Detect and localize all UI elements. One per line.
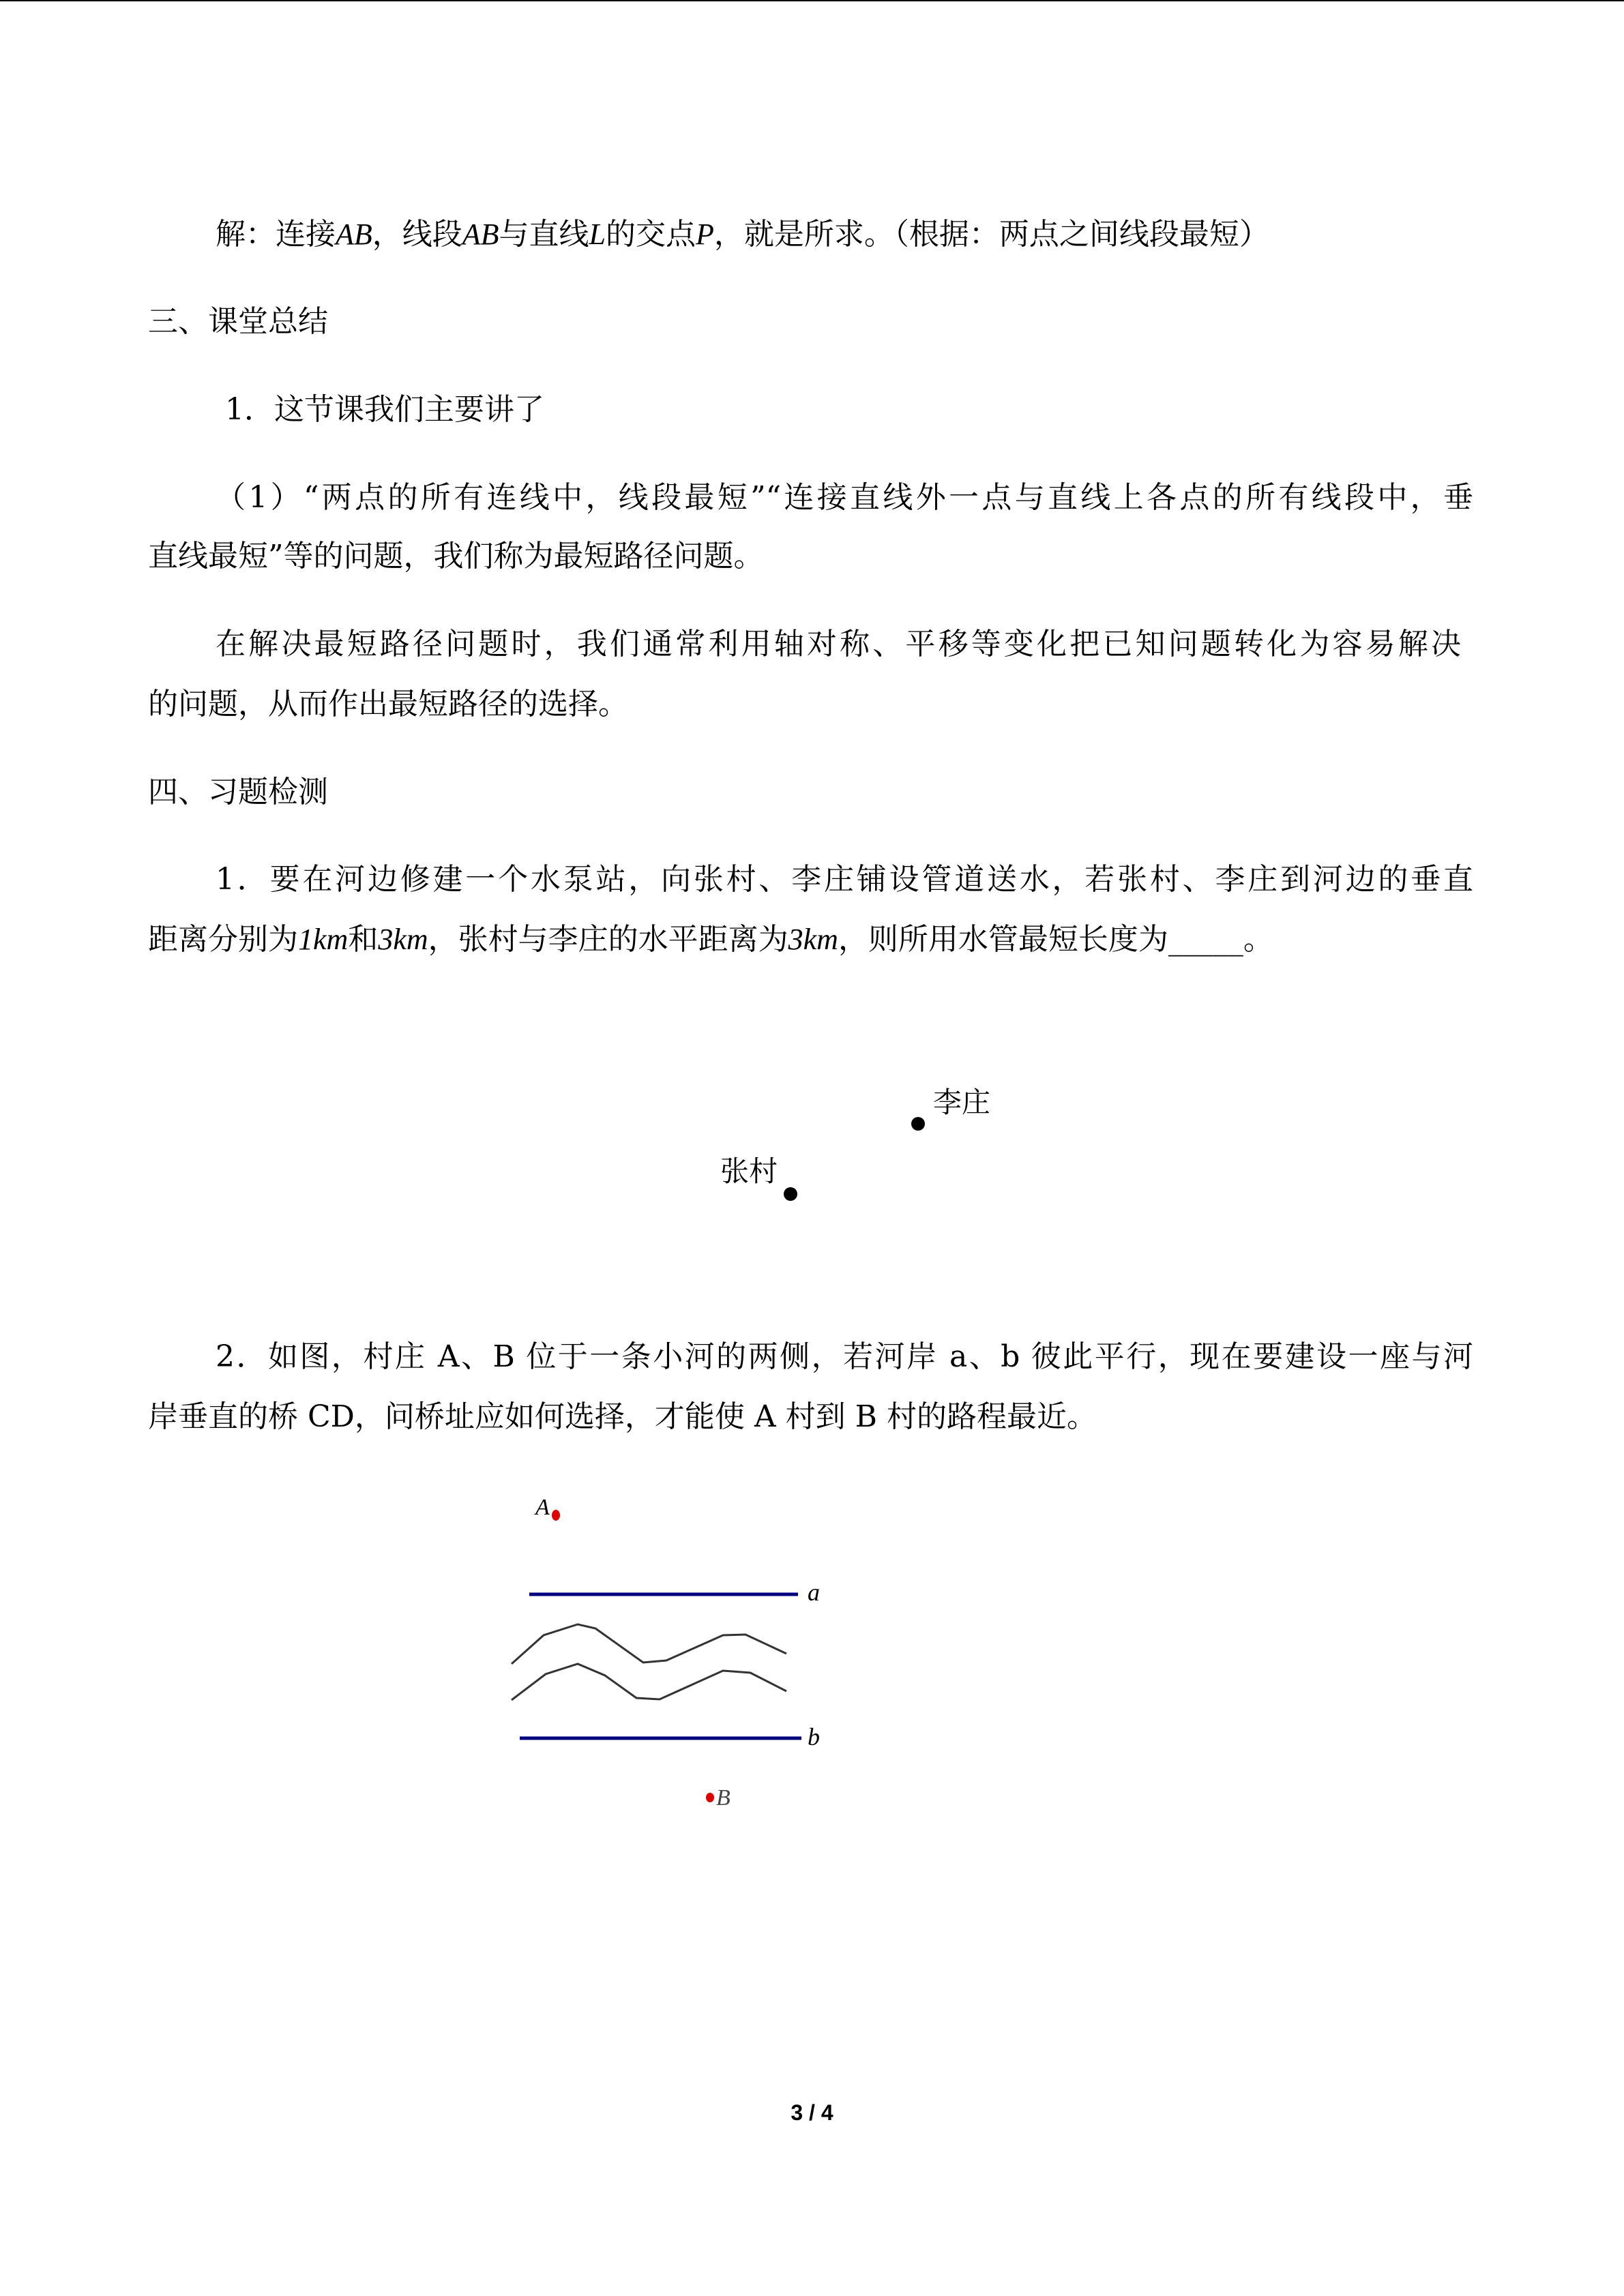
river-lower-curve: [512, 1664, 786, 1700]
text: 距离分别为: [148, 922, 298, 957]
math-p: P: [696, 218, 714, 251]
zhangcun-point: [784, 1187, 797, 1201]
summary-paragraph-2-line-2: 的问题，从而作出最短路径的选择。: [148, 687, 628, 721]
summary-paragraph-1-line-1: （1）“两点的所有连线中，线段最短”“连接直线外一点与直线上各点的所有线段中，垂: [216, 480, 1473, 515]
point-a: [552, 1510, 560, 1521]
text: 和: [348, 922, 379, 957]
summary-item-1: 1．这节课我们主要讲了: [225, 392, 544, 427]
text: ，张村与李庄的水平距离为: [428, 922, 788, 957]
question-2-line-2: 岸垂直的桥 CD，问桥址应如何选择，才能使 A 村到 B 村的路程最近。: [148, 1399, 1097, 1434]
math-ab: AB: [462, 218, 499, 251]
question-2-line-1: 2．如图，村庄 A、B 位于一条小河的两侧，若河岸 a、b 彼此平行，现在要建设一座与河: [216, 1339, 1473, 1374]
text: ，则所用水管最短长度为_____。: [838, 922, 1273, 957]
text: 解：连接: [216, 217, 336, 252]
page-number: 3 / 4: [791, 2100, 833, 2125]
label-bank-a: a: [808, 1579, 820, 1606]
math-l: L: [589, 218, 606, 251]
text: ，线段: [372, 217, 462, 252]
point-b: [706, 1793, 714, 1802]
question-1-line-1: 1．要在河边修建一个水泵站，向张村、李庄铺设管道送水，若张村、李庄到河边的垂直: [216, 862, 1473, 897]
summary-paragraph-2-line-1: 在解决最短路径问题时，我们通常利用轴对称、平移等变化把已知问题转化为容易解决: [216, 627, 1461, 661]
label-a-point: A: [535, 1495, 550, 1520]
math-3km: 3km: [788, 923, 838, 956]
label-b-point: B: [716, 1785, 730, 1810]
section-heading-summary: 三、课堂总结: [148, 304, 328, 339]
zhangcun-label: 张村: [720, 1154, 778, 1188]
summary-paragraph-1-line-2: 直线最短”等的问题，我们称为最短路径问题。: [148, 539, 764, 573]
label-bank-b: b: [808, 1723, 820, 1750]
math-ab: AB: [336, 218, 372, 251]
section-heading-exercises: 四、习题检测: [148, 775, 328, 809]
river-upper-curve: [512, 1624, 786, 1664]
lizhuang-label: 李庄: [933, 1086, 991, 1119]
math-1km: 1km: [298, 923, 349, 956]
lizhuang-point: [911, 1117, 925, 1131]
text: 与直线: [499, 217, 589, 252]
text: ，就是所求。（根据：两点之间线段最短）: [713, 217, 1269, 252]
math-3km: 3km: [378, 923, 428, 956]
text: 的交点: [606, 217, 696, 252]
